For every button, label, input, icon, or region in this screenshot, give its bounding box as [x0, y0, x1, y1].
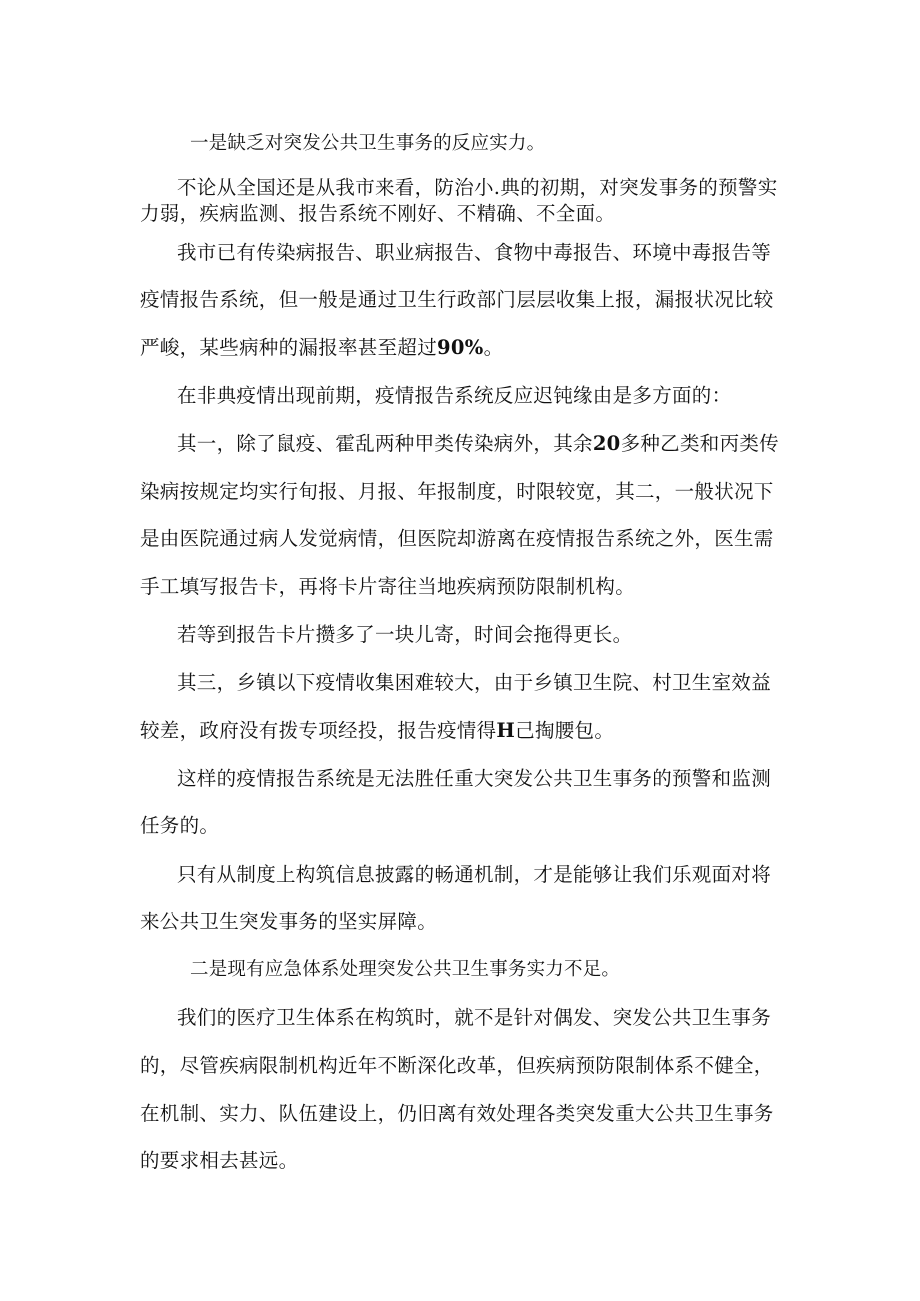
paragraph-line: 这样的疫情报告系统是无法胜任重大突发公共卫生事务的预警和监测: [177, 767, 772, 790]
paragraph-line: 我们的医疗卫生体系在构筑时，就不是针对偶发、突发公共卫生事务: [177, 1006, 772, 1029]
paragraph-line: 其三，乡镇以下疫情收集困难较大，由于乡镇卫生院、村卫生室效益: [177, 671, 772, 694]
paragraph-line: 只有从制度上构筑信息披露的畅通机制，才是能够让我们乐观面对将: [177, 863, 772, 886]
paragraph-line: 若等到报告卡片攒多了一块儿寄，时间会拖得更长。: [177, 623, 633, 646]
paragraph-line: 我市已有传染病报告、职业病报告、食物中毒报告、环境中毒报告等: [177, 241, 772, 264]
paragraph-line: 在机制、实力、队伍建设上，仍旧离有效处理各类突发重大公共卫生事务: [140, 1102, 774, 1125]
paragraph-line: 的要求相去甚远。: [140, 1149, 299, 1172]
section-heading-2: 二是现有应急体系处理突发公共卫生事务实力不足。: [190, 959, 621, 980]
paragraph-line: 较差，政府没有拨专项经投，报告疫情得H己掏腰包。: [140, 719, 615, 742]
paragraph-line: 染病按规定均实行旬报、月报、年报制度，时限较宽，其二，一般状况下: [140, 480, 774, 503]
paragraph-line: 来公共卫生突发事务的坚实屏障。: [140, 910, 438, 933]
paragraph-line: 在非典疫情出现前期，疫情报告系统反应迟钝缘由是多方面的：: [177, 384, 732, 407]
paragraph-line: 是由医院通过病人发觉病情，但医院却游离在疫情报告系统之外，医生需: [140, 527, 774, 550]
paragraph-line: 任务的。: [140, 814, 220, 837]
paragraph-line: 疫情报告系统，但一般是通过卫生行政部门层层收集上报，漏报状况比较: [140, 288, 774, 311]
paragraph-line: 不论从全国还是从我市来看，防治小.典的初期，对突发事务的预警实: [177, 176, 778, 199]
paragraph-line: 的，尽管疾病限制机构近年不断深化改革，但疾病预防限制体系不健全，: [140, 1054, 774, 1077]
paragraph-line: 其一，除了鼠疫、霍乱两种甲类传染病外，其余20多种乙类和丙类传: [177, 432, 779, 455]
paragraph-line: 手工填写报告卡，再将卡片寄往当地疾病预防限制机构。: [140, 575, 636, 598]
paragraph-line: 力弱，疾病监测、报告系统不刚好、不精确、不全面。: [140, 202, 616, 225]
section-heading-1: 一是缺乏对突发公共卫生事务的反应实力。: [190, 133, 546, 154]
paragraph-line: 严峻，某些病种的漏报率甚至超过90%。: [140, 336, 504, 359]
